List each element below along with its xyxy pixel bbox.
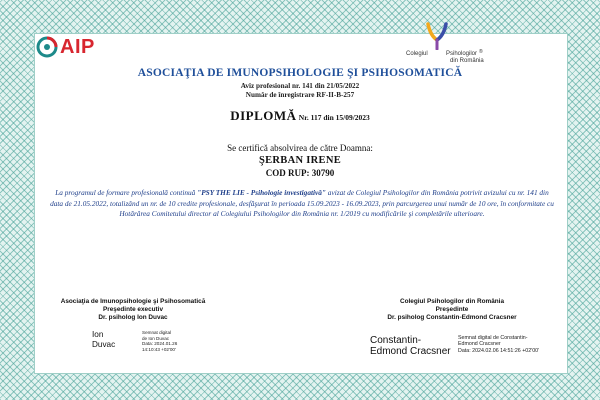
right-signatory-org: Colegiul Psihologilor din România [399, 298, 505, 305]
right-signatory-role: Preşedinte [435, 306, 469, 314]
left-digital-signature-meta [142, 330, 202, 352]
left-signatory [48, 298, 218, 323]
left-digital-meta-line2: de Ion Duvac [142, 335, 170, 341]
diploma-heading [40, 108, 560, 124]
right-digital-meta-line2: Edmond Cracsner [458, 341, 501, 348]
recipient-name: ŞERBAN IRENE [258, 155, 342, 166]
right-digital-signature-meta [458, 335, 558, 354]
program-name: "PSY THE LIE - Psihologie investigativă" [197, 188, 326, 197]
left-digital-meta-line3: Data: 2024.01.26 [142, 341, 178, 347]
body-after: avizat de Colegiul Psihologilor din România potrivit avizului cu nr. 141 din data de 21.05.2022, totalizând un nr. de 10 credite profesionale, desfăşurat în perioada 15.09.2023 - 16.09.2023, prin parcurgerea unui număr de 10 ore, în conformitate cu Hotărârea Comitetului director al Colegiului Psihologilor din România nr. 1/2019 cu modificările şi completările ulterioare. [50, 188, 554, 219]
cod-rup: COD RUP: 30790 [265, 168, 335, 178]
aip-logo-text: AIP [60, 35, 95, 58]
colegiul-psihologilor-logo-icon [424, 22, 450, 50]
colegiu-logo-registered: ® [479, 49, 483, 55]
colegiu-logo-line3: din România [450, 58, 484, 64]
right-digital-signature-name [370, 335, 451, 357]
diploma-title: DIPLOMĂ [230, 108, 297, 123]
colegiul-psihologilor-logo [406, 22, 486, 68]
registration-number: Număr de înregistrare RF-II-B-257 [245, 91, 355, 99]
left-signatory-role: Preşedinte executiv [102, 306, 164, 314]
left-signatory-org: Asociaţia de Imunopsihologie şi Psihosomatică [60, 298, 206, 305]
certification-body [48, 188, 556, 220]
aviz-block [40, 82, 560, 100]
right-signatory-name: Dr. psiholog Constantin-Edmond Cracsner [387, 314, 517, 322]
association-title: ASOCIAŢIA DE IMUNOPSIHOLOGIE ŞI PSIHOSOMATICĂ [137, 67, 463, 79]
left-digital-name-line1: Ion [92, 330, 104, 339]
left-digital-name-line2: Duvac [92, 340, 116, 349]
certification-intro: Se certifică absolvirea de către Doamna: [227, 143, 373, 153]
left-digital-meta-line1: Semnat digital [142, 330, 172, 335]
right-signatory [352, 298, 552, 323]
aip-logo [36, 36, 95, 58]
left-signatory-name: Dr. psiholog Ion Duvac [98, 314, 168, 322]
right-digital-meta-line3: Data: 2024.02.06 14:51:26 +02'00' [458, 347, 540, 354]
colegiu-logo-line1: Colegiul [406, 51, 428, 57]
diploma-number: Nr. 117 din 15/09/2023 [298, 113, 370, 122]
left-digital-meta-line4: 14:10:43 +02'00' [142, 346, 176, 352]
right-digital-name-line2: Edmond Cracsner [370, 346, 451, 357]
body-before: La programul de formare profesională continuă [55, 188, 198, 197]
aviz-number: Aviz profesional nr. 141 din 21/05/2022 [240, 82, 360, 90]
right-digital-meta-line1: Semnat digital de Constantin- [458, 335, 528, 341]
aip-logo-icon [36, 36, 58, 58]
left-digital-signature-name [92, 330, 115, 350]
right-digital-name-line1: Constantin- [370, 335, 422, 346]
colegiu-logo-line2: Psihologilor [446, 51, 478, 57]
